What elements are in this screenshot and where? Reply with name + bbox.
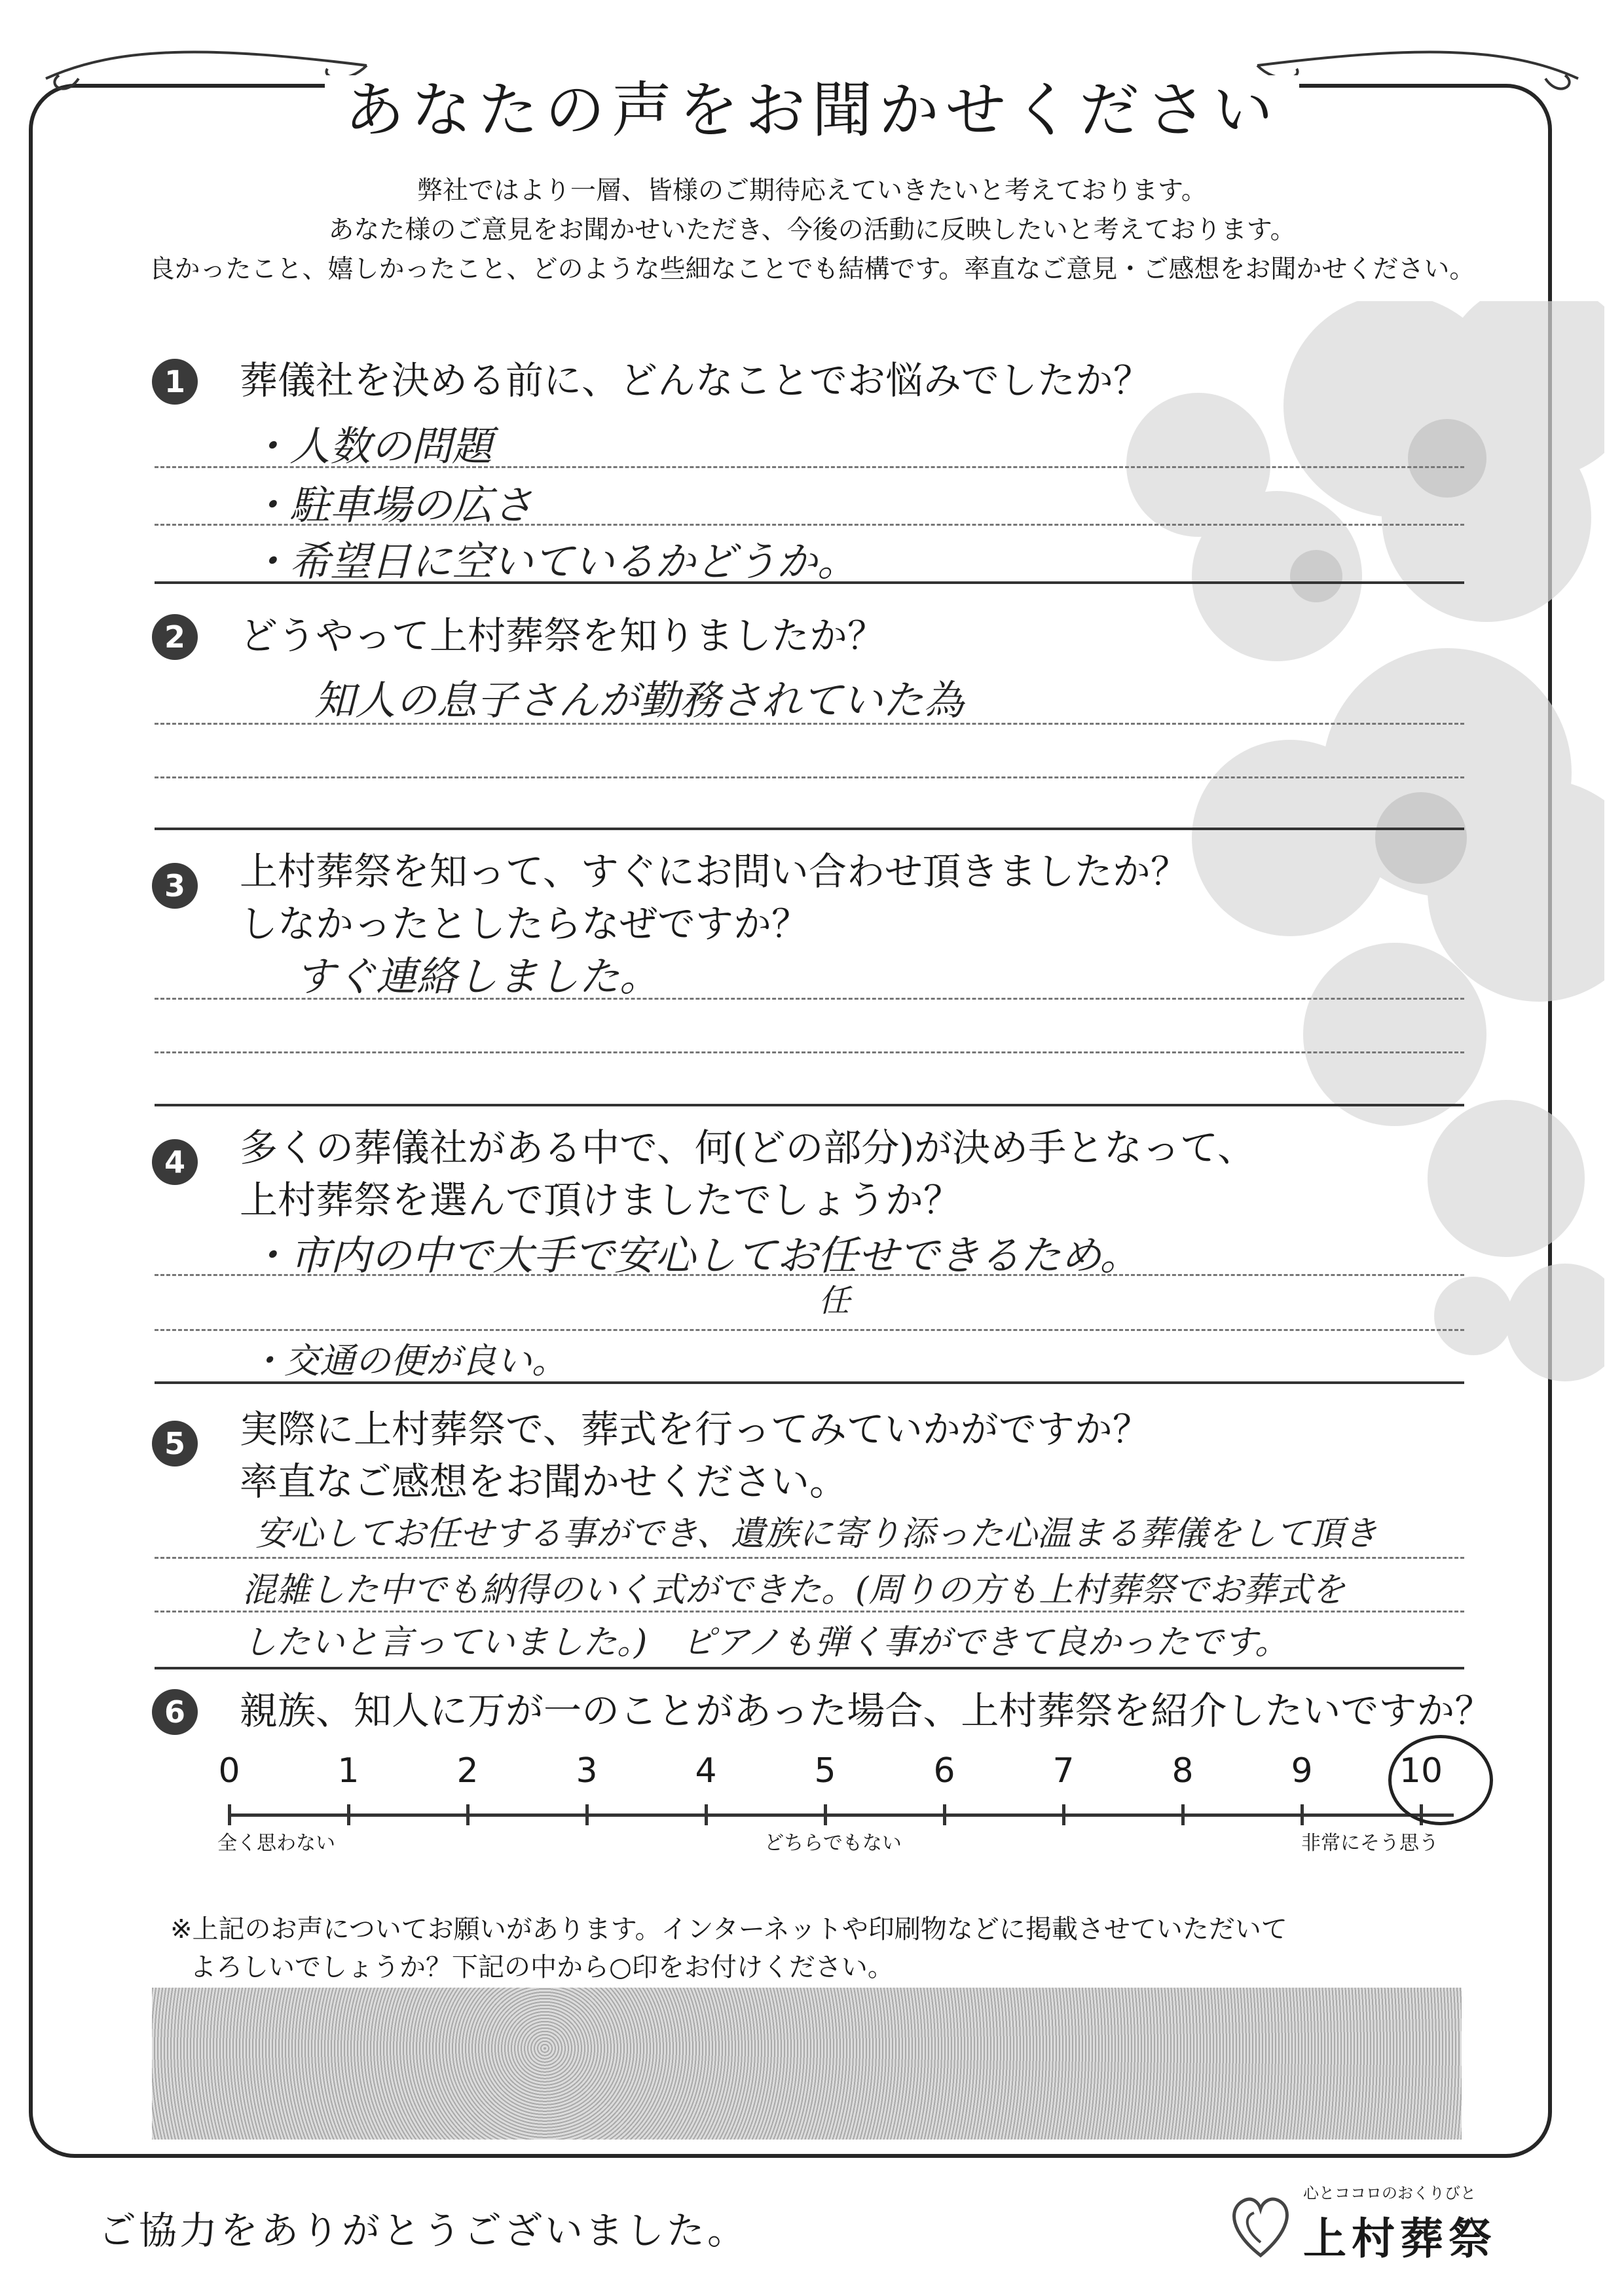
answer-line [155, 1051, 1464, 1053]
scale-label-high: 非常にそう思う [1301, 1832, 1439, 1855]
scale-number: 1 [337, 1751, 360, 1791]
scale-number: 8 [1172, 1751, 1194, 1791]
answer-line [155, 776, 1464, 778]
redacted-consent-area [152, 1988, 1462, 2140]
scale-tick [1062, 1804, 1065, 1825]
question-number-badge: 6 [152, 1689, 198, 1735]
question-text: 上村葬祭を知って、すぐにお問い合わせ頂きましたか？ [240, 849, 1189, 894]
answer-line [155, 1557, 1464, 1559]
answer-line [155, 723, 1464, 725]
question-number-badge: 3 [152, 863, 198, 909]
answer-line [155, 466, 1464, 468]
scale-tick [585, 1804, 589, 1825]
scale-tick [705, 1804, 708, 1825]
answer-handwriting: ・希望日に空いているかどうか。 [249, 538, 858, 585]
answer-handwriting: すぐ連絡しました。 [295, 953, 661, 1000]
question-text: どうやって上村葬祭を知りましたか？ [240, 613, 886, 658]
question-text: 葬儀社を決める前に、どんなことでお悩みでしたか？ [240, 358, 1152, 403]
scale-tick [228, 1804, 231, 1825]
answer-line [155, 524, 1464, 526]
answer-handwriting: 知人の息子さんが勤務されていた為 [314, 676, 965, 724]
scale-number: 0 [218, 1751, 240, 1791]
scale-tick [466, 1804, 470, 1825]
intro-line: 良かったこと、嬉しかったこと、どのような些細なことでも結構です。率直なご意見・ご感想をお聞かせください。 [149, 255, 1475, 284]
question-number-badge: 2 [152, 614, 198, 660]
logo-tagline: 心とココロのおくりびと [1303, 2184, 1476, 2202]
scale-number: 10 [1399, 1751, 1443, 1791]
question-text: 率直なご感想をお聞かせください。 [240, 1459, 848, 1504]
rating-scale-line [229, 1813, 1454, 1817]
company-logo [1225, 2180, 1513, 2272]
publication-notice [170, 1910, 1287, 1986]
intro-line: 弊社ではより一層、皆様のご期待応えていきたいと考えております。 [417, 176, 1207, 206]
intro-text [0, 172, 1624, 289]
answer-handwriting: ・市内の中で大手で安心してお任せできるため。 [249, 1231, 1141, 1279]
page-title: あなたの声をお聞かせください [0, 62, 1624, 149]
answer-handwriting: ・駐車場の広さ [249, 481, 534, 529]
scale-tick [943, 1804, 946, 1825]
scale-label-mid: どちらでもない [764, 1832, 902, 1855]
scale-number: 5 [814, 1751, 836, 1791]
question-number-badge: 5 [152, 1421, 198, 1467]
question-text: 実際に上村葬祭で、葬式を行ってみていかがですか？ [240, 1407, 1151, 1451]
scale-number: 3 [576, 1751, 598, 1791]
section-divider [155, 1381, 1464, 1384]
answer-line [155, 1274, 1464, 1276]
heart-logo-icon [1225, 2187, 1297, 2265]
question-text: 親族、知人に万が一のことがあった場合、上村葬祭を紹介したいですか？ [240, 1688, 1493, 1733]
question-number-badge: 1 [152, 359, 198, 405]
answer-handwriting: 任 [819, 1283, 851, 1319]
scale-number: 6 [933, 1751, 955, 1791]
question-text: 上村葬祭を選んで頂けましたでしょうか？ [240, 1178, 962, 1222]
question-number-badge: 4 [152, 1139, 198, 1185]
selected-rating-circle [1388, 1735, 1493, 1825]
answer-line [155, 1329, 1464, 1331]
notice-line: よろしいでしょうか？下記の中から○印をお付けください。 [190, 1952, 894, 1982]
answer-handwriting: したいと言っていました。) ピアノも弾く事ができて良かったです。 [242, 1623, 1289, 1662]
scale-tick [1181, 1804, 1185, 1825]
scale-number: 2 [456, 1751, 479, 1791]
intro-line: あなた様のご意見をお聞かせいただき、今後の活動に反映したいと考えております。 [328, 215, 1296, 245]
thanks-message: ご協力をありがとうございました。 [98, 2208, 748, 2253]
scale-tick [347, 1804, 350, 1825]
scale-number: 9 [1291, 1751, 1313, 1791]
answer-handwriting: ・交通の便が良い。 [249, 1340, 567, 1381]
scale-tick [824, 1804, 827, 1825]
answer-handwriting: 混雑した中でも納得のいく式ができた。(周りの方も上村葬祭でお葬式を [242, 1571, 1346, 1610]
section-divider [155, 1667, 1464, 1669]
question-text: 多くの葬儀社がある中で、何(どの部分)が決め手となって、 [240, 1125, 1255, 1170]
answer-handwriting: ・人数の問題 [249, 422, 493, 470]
logo-name: 上村葬祭 [1303, 2213, 1497, 2264]
answer-line [155, 1611, 1464, 1613]
answer-line [155, 998, 1464, 1000]
section-divider [155, 581, 1464, 584]
notice-line: ※上記のお声についてお願いがあります。インターネットや印刷物などに掲載させていただいて [170, 1914, 1287, 1944]
scale-label-low: 全く思わない [217, 1832, 335, 1855]
scale-tick [1301, 1804, 1304, 1825]
background-clover-pattern [1080, 301, 1604, 1545]
question-text: しなかったとしたらなぜですか？ [240, 902, 810, 946]
section-divider [155, 828, 1464, 830]
answer-handwriting: 安心してお任せする事ができ、遺族に寄り添った心温まる葬儀をして頂き [255, 1514, 1378, 1554]
scale-number: 4 [695, 1751, 717, 1791]
scale-number: 7 [1052, 1751, 1075, 1791]
section-divider [155, 1104, 1464, 1106]
